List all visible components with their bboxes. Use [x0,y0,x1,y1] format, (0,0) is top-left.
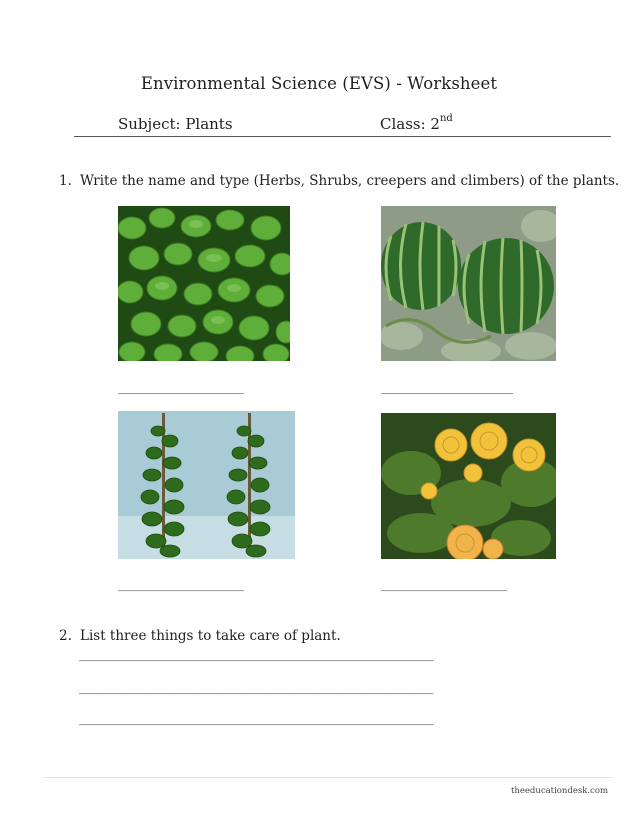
footer-site: theeducationdesk.com [510,786,608,796]
answer-blank-2[interactable]: ______________________ [381,380,513,395]
footer-divider [44,777,612,778]
climber-plant-photo [118,411,295,559]
class-label-suffix: nd [439,113,453,124]
mint-plant-photo [118,206,290,361]
question-2-text: List three things to take care of plant. [80,628,341,644]
question-1 [59,173,619,189]
answer-blank-4[interactable]: _____________________ [381,577,507,592]
question-1-number: 1. [59,173,72,189]
class-label [380,115,453,133]
answer-blank-3[interactable]: _____________________ [118,577,244,592]
rose-shrub-photo [381,413,556,559]
watermelon-plant-photo [381,206,556,361]
answer-blank-1[interactable]: _____________________ [118,380,244,395]
answer-line-1[interactable]: ___________________________________________________________ [79,647,433,662]
class-label-text: Class: 2 [380,115,440,133]
header-divider [74,136,611,137]
question-2 [59,628,341,644]
subject-label: Subject: Plants [118,115,233,133]
answer-line-3[interactable]: ___________________________________________________________ [79,711,433,726]
answer-line-2[interactable]: ___________________________________________________________ [79,680,433,695]
question-1-text: Write the name and type (Herbs, Shrubs, creepers and climbers) of the plants. [80,173,620,189]
question-2-number: 2. [59,628,72,644]
page-title: Environmental Science (EVS) - Worksheet [140,74,498,93]
